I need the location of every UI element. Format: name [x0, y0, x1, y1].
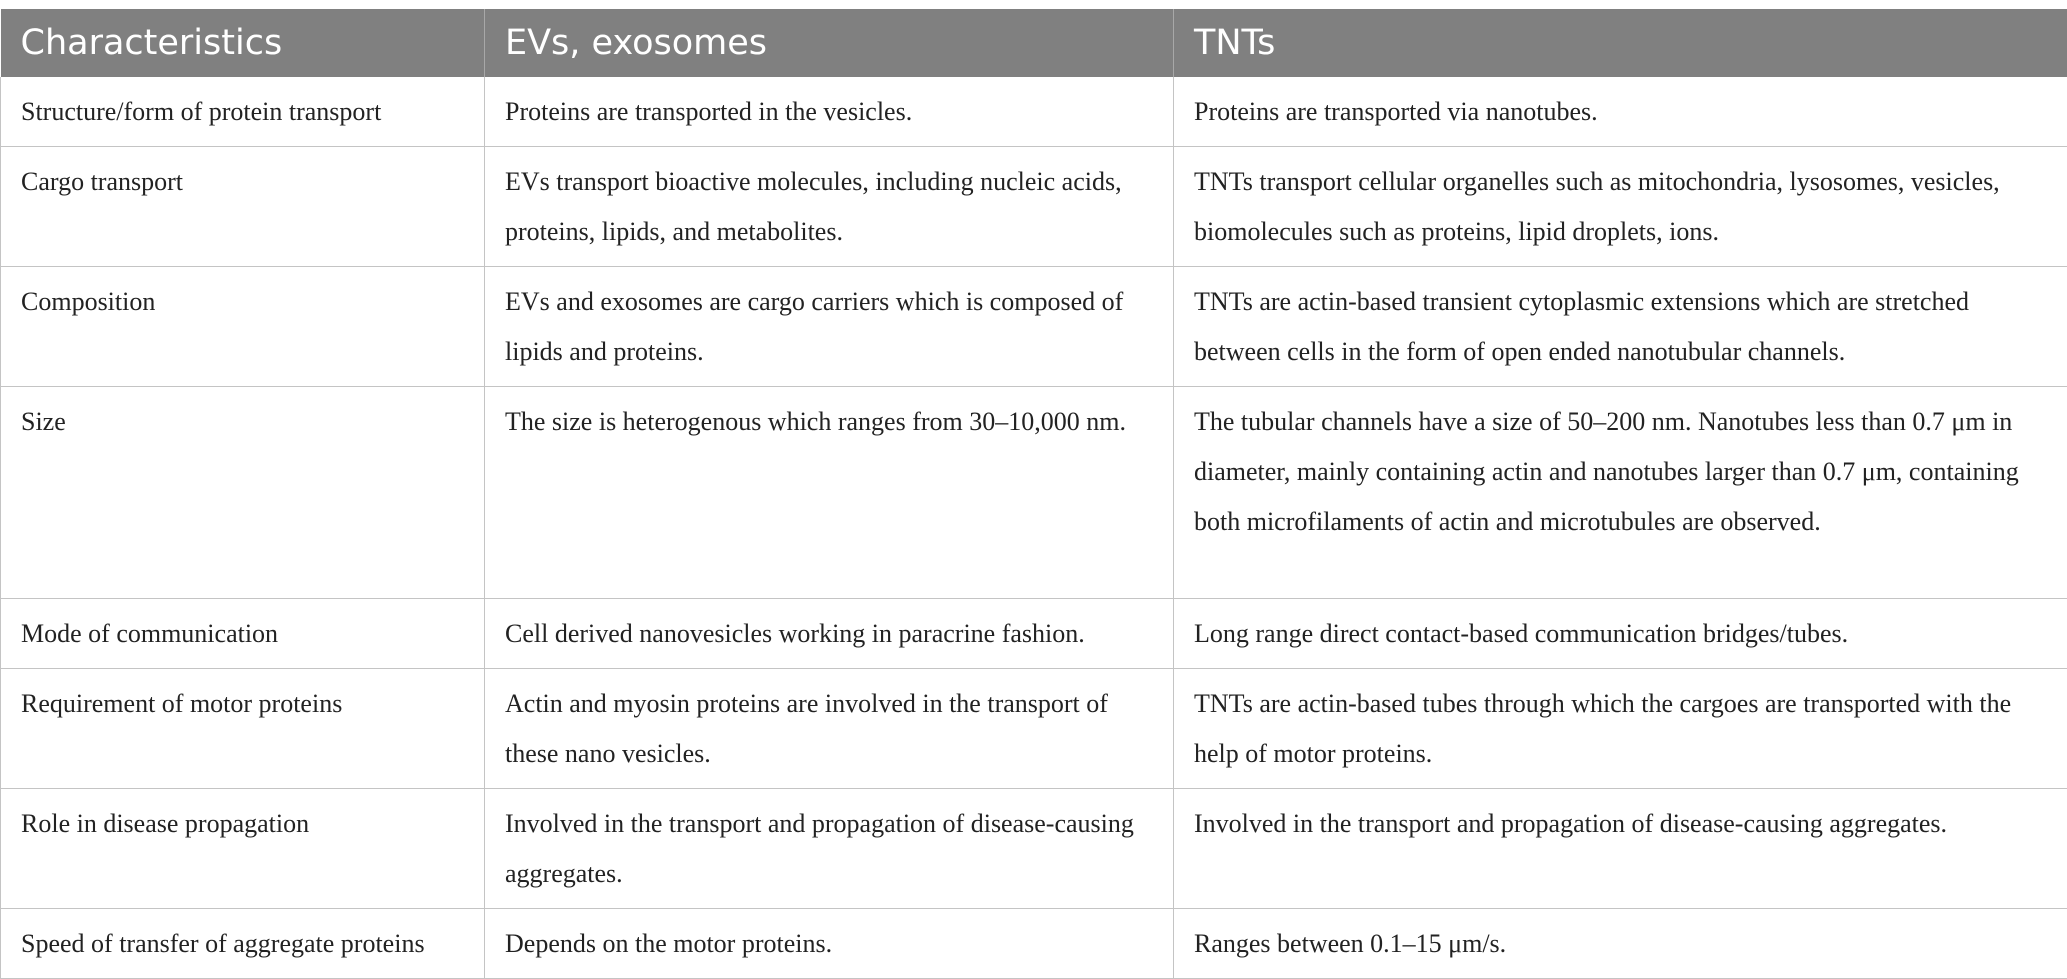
evs-cell: Cell derived nanovesicles working in paracrine fashion.: [485, 599, 1174, 669]
tnts-cell: TNTs are actin-based transient cytoplasmic extensions which are stretched between cells in the form of open ended nanotubular channels.: [1174, 267, 2067, 387]
header-tnts: TNTs: [1174, 9, 2067, 77]
evs-cell: Depends on the motor proteins.: [485, 909, 1174, 979]
table-body: [1, 77, 2067, 979]
row-label: Cargo transport: [1, 147, 485, 267]
tnts-cell: TNTs transport cellular organelles such as mitochondria, lysosomes, vesicles, biomolecules such as proteins, lipid droplets, ions.: [1174, 147, 2067, 267]
evs-cell: The size is heterogenous which ranges from 30–10,000 nm.: [485, 387, 1174, 599]
header-row: [1, 9, 2067, 77]
table-row: [1, 789, 2067, 909]
tnts-cell: Proteins are transported via nanotubes.: [1174, 77, 2067, 147]
comparison-table: [0, 9, 2067, 979]
tnts-cell: Ranges between 0.1–15 μm/s.: [1174, 909, 2067, 979]
header-evs-exosomes: EVs, exosomes: [485, 9, 1174, 77]
table-row: [1, 909, 2067, 979]
row-label: Structure/form of protein transport: [1, 77, 485, 147]
tnts-cell: TNTs are actin-based tubes through which the cargoes are transported with the help of motor proteins.: [1174, 669, 2067, 789]
evs-cell: Proteins are transported in the vesicles.: [485, 77, 1174, 147]
row-label: Requirement of motor proteins: [1, 669, 485, 789]
row-label: Composition: [1, 267, 485, 387]
table-row: [1, 77, 2067, 147]
row-label: Role in disease propagation: [1, 789, 485, 909]
evs-cell: Involved in the transport and propagation of disease-causing aggregates.: [485, 789, 1174, 909]
header-characteristics: Characteristics: [1, 9, 485, 77]
tnts-cell: The tubular channels have a size of 50–200 nm. Nanotubes less than 0.7 μm in diameter, mainly containing actin and nanotubes larger than 0.7 μm, containing both microfilaments of actin and microtubules are observed.: [1174, 387, 2067, 599]
evs-cell: EVs and exosomes are cargo carriers which is composed of lipids and proteins.: [485, 267, 1174, 387]
table-row: [1, 147, 2067, 267]
comparison-table-container: [0, 9, 2067, 979]
table-row: [1, 669, 2067, 789]
row-label: Size: [1, 387, 485, 599]
table-row: [1, 267, 2067, 387]
table-row: [1, 599, 2067, 669]
table-header: [1, 9, 2067, 77]
table-row: [1, 387, 2067, 599]
evs-cell: EVs transport bioactive molecules, including nucleic acids, proteins, lipids, and metabolites.: [485, 147, 1174, 267]
evs-cell: Actin and myosin proteins are involved in the transport of these nano vesicles.: [485, 669, 1174, 789]
tnts-cell: Long range direct contact-based communication bridges/tubes.: [1174, 599, 2067, 669]
tnts-cell: Involved in the transport and propagation of disease-causing aggregates.: [1174, 789, 2067, 909]
row-label: Mode of communication: [1, 599, 485, 669]
row-label: Speed of transfer of aggregate proteins: [1, 909, 485, 979]
